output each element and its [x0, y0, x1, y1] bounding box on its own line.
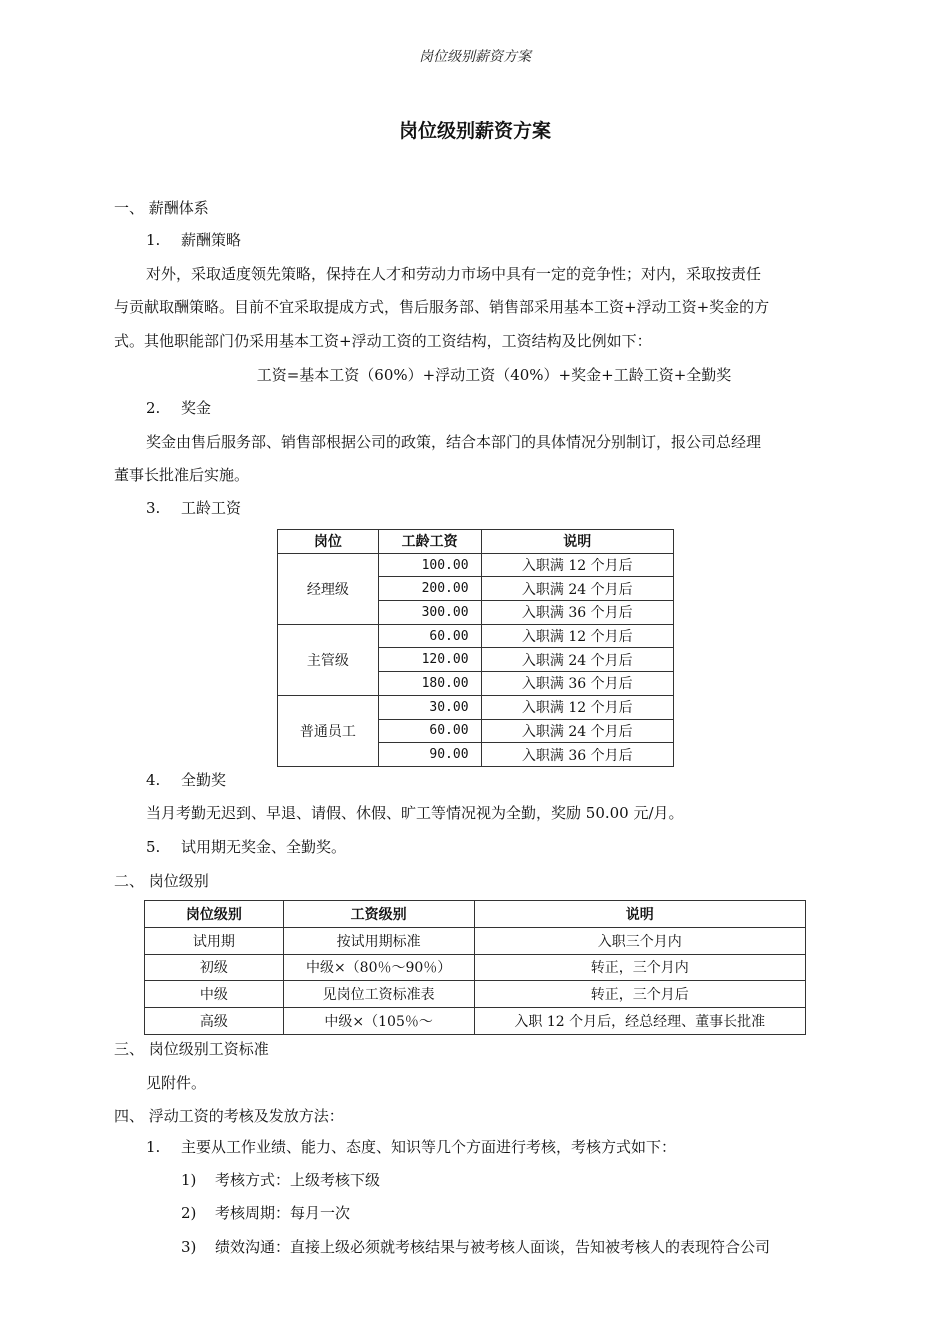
section-3-heading: 三、 岗位级别工资标准	[114, 1040, 269, 1058]
list-item: 绩效沟通：直接上级必须就考核结果与被考核人面谈，告知被考核人的表现符合公司	[215, 1238, 771, 1256]
list-item-number: 3)	[181, 1238, 197, 1256]
column-header: 说明	[481, 530, 673, 554]
subsection-4-label: 全勤奖	[181, 771, 227, 789]
note-cell: 转正，三个月后	[474, 981, 805, 1008]
subsection-3-label: 工龄工资	[181, 499, 242, 517]
subsection-1-number: 1.	[146, 231, 161, 249]
subsection-number: 1.	[146, 1138, 161, 1156]
note-cell: 入职满 12 个月后	[481, 553, 673, 577]
pay-cell: 60.00	[378, 719, 481, 743]
note-cell: 入职满 36 个月后	[481, 601, 673, 625]
position-cell: 普通员工	[278, 695, 379, 766]
note-cell: 入职满 12 个月后	[481, 624, 673, 648]
subsection-5-label: 试用期无奖金、全勤奖。	[181, 838, 347, 856]
section-2-heading: 二、 岗位级别	[114, 872, 209, 890]
table-header-row	[278, 530, 674, 554]
running-header: 岗位级别薪资方案	[419, 49, 531, 65]
column-header: 工龄工资	[378, 530, 481, 554]
pay-cell: 180.00	[378, 672, 481, 696]
note-cell: 入职三个月内	[474, 927, 805, 954]
pay-cell: 60.00	[378, 624, 481, 648]
grade-cell: 见岗位工资标准表	[283, 981, 474, 1008]
pay-cell: 120.00	[378, 648, 481, 672]
table-row	[278, 695, 674, 719]
paragraph-line: 当月考勤无迟到、早退、请假、休假、旷工等情况视为全勤，奖励 50.00 元/月。	[146, 804, 684, 822]
paragraph-line: 对外，采取适度领先策略，保持在人才和劳动力市场中具有一定的竞争性；对内，采取按责任	[146, 265, 762, 283]
table-row	[145, 954, 806, 981]
table-row	[145, 1008, 806, 1035]
note-cell: 入职满 24 个月后	[481, 577, 673, 601]
table-row	[278, 624, 674, 648]
grade-cell: 按试用期标准	[283, 927, 474, 954]
column-header: 工资级别	[283, 901, 474, 928]
note-cell: 入职满 36 个月后	[481, 672, 673, 696]
position-cell: 经理级	[278, 553, 379, 624]
column-header: 岗位级别	[145, 901, 284, 928]
pay-cell: 30.00	[378, 695, 481, 719]
note-cell: 转正，三个月内	[474, 954, 805, 981]
level-cell: 高级	[145, 1008, 284, 1035]
pay-cell: 300.00	[378, 601, 481, 625]
paragraph-line: 奖金由售后服务部、销售部根据公司的政策，结合本部门的具体情况分别制订，报公司总经理	[146, 433, 762, 451]
page-title: 岗位级别薪资方案	[398, 120, 551, 142]
pay-cell: 200.00	[378, 577, 481, 601]
column-header: 说明	[474, 901, 805, 928]
paragraph-line: 式。其他职能部门仍采用基本工资+浮动工资的工资结构，工资结构及比例如下：	[114, 332, 652, 350]
section-4-heading: 四、 浮动工资的考核及发放方法：	[114, 1107, 344, 1125]
table-row	[278, 553, 674, 577]
paragraph-line: 董事长批准后实施。	[114, 466, 250, 484]
subsection-5-number: 5.	[146, 838, 161, 856]
paragraph-line: 与贡献取酬策略。目前不宜采取提成方式，售后服务部、销售部采用基本工资+浮动工资+奖金的方	[114, 298, 770, 316]
pay-cell: 100.00	[378, 553, 481, 577]
position-cell: 主管级	[278, 624, 379, 695]
paragraph-line: 见附件。	[146, 1074, 207, 1092]
subsection-4-number: 4.	[146, 771, 161, 789]
level-cell: 试用期	[145, 927, 284, 954]
list-item: 考核方式：上级考核下级	[215, 1171, 381, 1189]
salary-formula: 工资=基本工资（60%）+浮动工资（40%）+奖金+工龄工资+全勤奖	[256, 366, 732, 384]
list-item-number: 1)	[181, 1171, 197, 1189]
grade-cell: 中级×（80％～90％）	[283, 954, 474, 981]
seniority-pay-table	[277, 529, 674, 767]
grade-cell: 中级×（105％～	[283, 1008, 474, 1035]
subsection-1-label: 薪酬策略	[181, 231, 242, 249]
list-item-number: 2)	[181, 1204, 197, 1222]
subsection-2-label: 奖金	[181, 399, 212, 417]
note-cell: 入职 12 个月后，经总经理、董事长批准	[474, 1008, 805, 1035]
note-cell: 入职满 24 个月后	[481, 719, 673, 743]
table-header-row	[145, 901, 806, 928]
position-level-table	[144, 900, 806, 1035]
level-cell: 中级	[145, 981, 284, 1008]
subsection-2-number: 2.	[146, 399, 161, 417]
note-cell: 入职满 24 个月后	[481, 648, 673, 672]
note-cell: 入职满 12 个月后	[481, 695, 673, 719]
note-cell: 入职满 36 个月后	[481, 743, 673, 767]
list-item: 考核周期：每月一次	[215, 1204, 351, 1222]
subsection-label: 主要从工作业绩、能力、态度、知识等几个方面进行考核，考核方式如下：	[181, 1138, 677, 1156]
pay-cell: 90.00	[378, 743, 481, 767]
level-cell: 初级	[145, 954, 284, 981]
section-1-heading: 一、 薪酬体系	[114, 199, 209, 217]
table-row	[145, 927, 806, 954]
subsection-3-number: 3.	[146, 499, 161, 517]
column-header: 岗位	[278, 530, 379, 554]
table-row	[145, 981, 806, 1008]
